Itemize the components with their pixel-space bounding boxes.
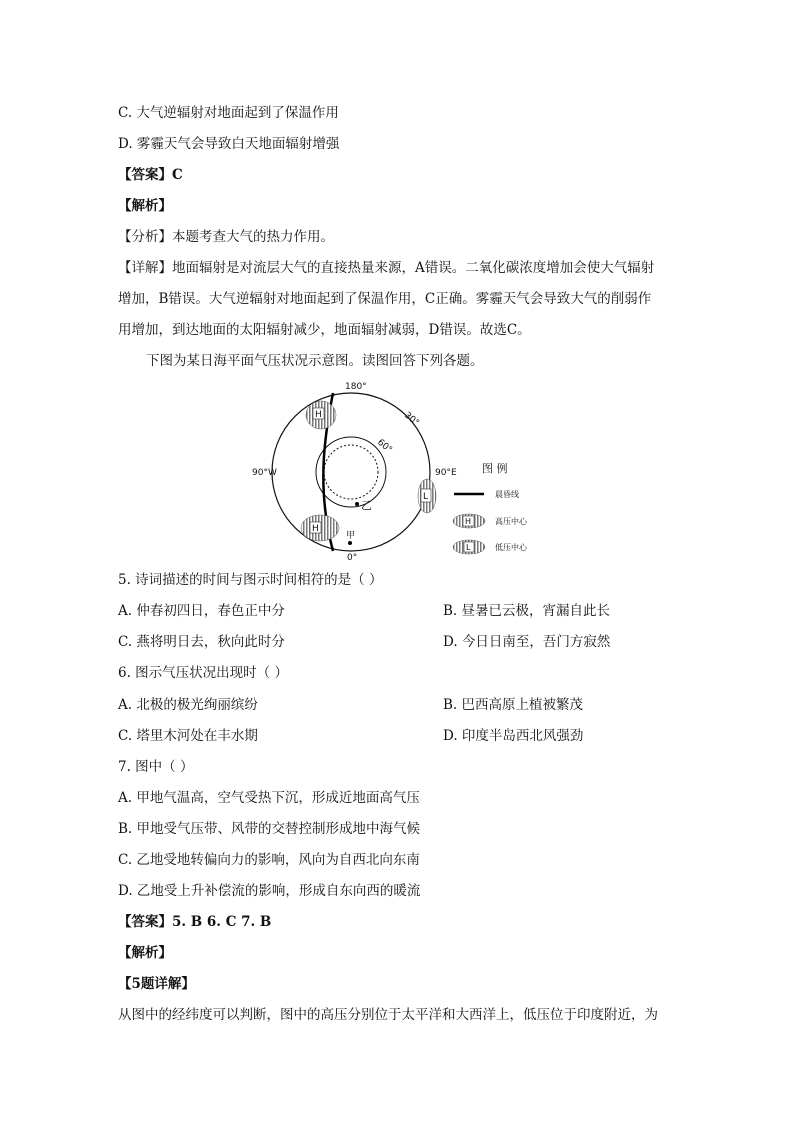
dotted-circle [324, 445, 378, 499]
analysis-heading-1: 【解析】 [118, 198, 172, 214]
xiangjie-line-1: 【详解】地面辐射是对流层大气的直接热量来源，A错误。二氧化碳浓度增加会使大气辐射 [118, 260, 655, 276]
lat-30-label: 30° [402, 410, 421, 429]
q7-option-c: C. 乙地受地转偏向力的影响，风向为自西北向东南 [118, 852, 420, 868]
option-c-previous: C. 大气逆辐射对地面起到了保温作用 [118, 105, 339, 121]
pressure-map-svg [240, 378, 560, 563]
q7-option-d: D. 乙地受上升补偿流的影响，形成自东向西的暖流 [118, 883, 421, 899]
option-d-previous: D. 雾霾天气会导致白天地面辐射增强 [118, 136, 340, 152]
q7-option-b: B. 甲地受气压带、风带的交替控制形成地中海气候 [118, 821, 421, 837]
high-label-bottom: H [312, 524, 319, 534]
answer-heading-2: 【答案】5. B 6. C 7. B [118, 914, 272, 930]
q5-option-d: D. 今日日南至，吾门方寂然 [443, 634, 611, 650]
lon-90e-label: 90°E [435, 468, 457, 478]
lat-60-label: 60° [375, 437, 394, 456]
point-jia-label: 甲 [346, 531, 356, 541]
legend-low-label: 低压中心 [495, 543, 527, 552]
point-jia-dot [348, 541, 352, 545]
latitude-circle-60 [316, 437, 386, 507]
legend-low-letter: L [466, 543, 471, 552]
q6-option-b: B. 巴西高原上植被繁茂 [443, 697, 584, 713]
last-line: 从图中的经纬度可以判断，图中的高压分别位于太平洋和大西洋上，低压位于印度附近，为 [118, 1007, 658, 1023]
detail-5-heading: 【5题详解】 [118, 976, 195, 992]
q6-option-c: C. 塔里木河处在丰水期 [118, 728, 258, 744]
low-label: L [423, 492, 429, 502]
lon-180-label: 180° [345, 382, 367, 392]
q6-option-d: D. 印度半岛西北风强劲 [443, 728, 584, 744]
q7-option-a: A. 甲地气温高，空气受热下沉，形成近地面高气压 [118, 790, 420, 806]
xiangjie-line-2: 增加，B错误。大气逆辐射对地面起到了保温作用，C正确。雾霾天气会导致大气的削弱作 [118, 291, 652, 307]
analysis-heading-2: 【解析】 [118, 945, 172, 961]
high-pressure-center-bottom [301, 515, 339, 541]
legend-title: 图 例 [482, 462, 508, 475]
low-pressure-center [418, 479, 436, 513]
point-yi-dot [355, 502, 359, 506]
legend-terminator-label: 晨昏线 [495, 490, 519, 499]
legend-high-letter: H [465, 517, 472, 526]
lon-90w-label: 90°W [252, 468, 277, 478]
xiangjie-line-3: 用增加，到达地面的太阳辐射减少，地面辐射减弱，D错误。故选C。 [118, 322, 531, 338]
q6-option-a: A. 北极的极光绚丽缤纷 [118, 697, 258, 713]
answer-heading-1: 【答案】C [118, 167, 183, 183]
q5-option-a: A. 仲春初四日，春色正中分 [118, 603, 285, 619]
legend [453, 461, 528, 554]
point-yi-label: 乙 [361, 499, 372, 512]
figure-intro: 下图为某日海平面气压状况示意图。读图回答下列各题。 [146, 353, 484, 369]
pressure-map-figure [240, 378, 560, 563]
legend-high-label: 高压中心 [495, 517, 527, 526]
high-label-top: H [315, 410, 322, 420]
q5-option-c: C. 燕将明日去，秋向此时分 [118, 634, 285, 650]
high-pressure-center-top [306, 401, 336, 429]
q5-stem: 5. 诗词描述的时间与图示时间相符的是（ ） [118, 572, 383, 588]
q7-stem: 7. 图中（ ） [118, 759, 194, 775]
lon-0-label: 0° [347, 553, 358, 563]
fenxi-text: 【分析】本题考查大气的热力作用。 [118, 229, 334, 245]
q6-stem: 6. 图示气压状况出现时（ ） [118, 665, 288, 681]
q5-option-b: B. 昼暑已云极，宵漏自此长 [443, 603, 611, 619]
